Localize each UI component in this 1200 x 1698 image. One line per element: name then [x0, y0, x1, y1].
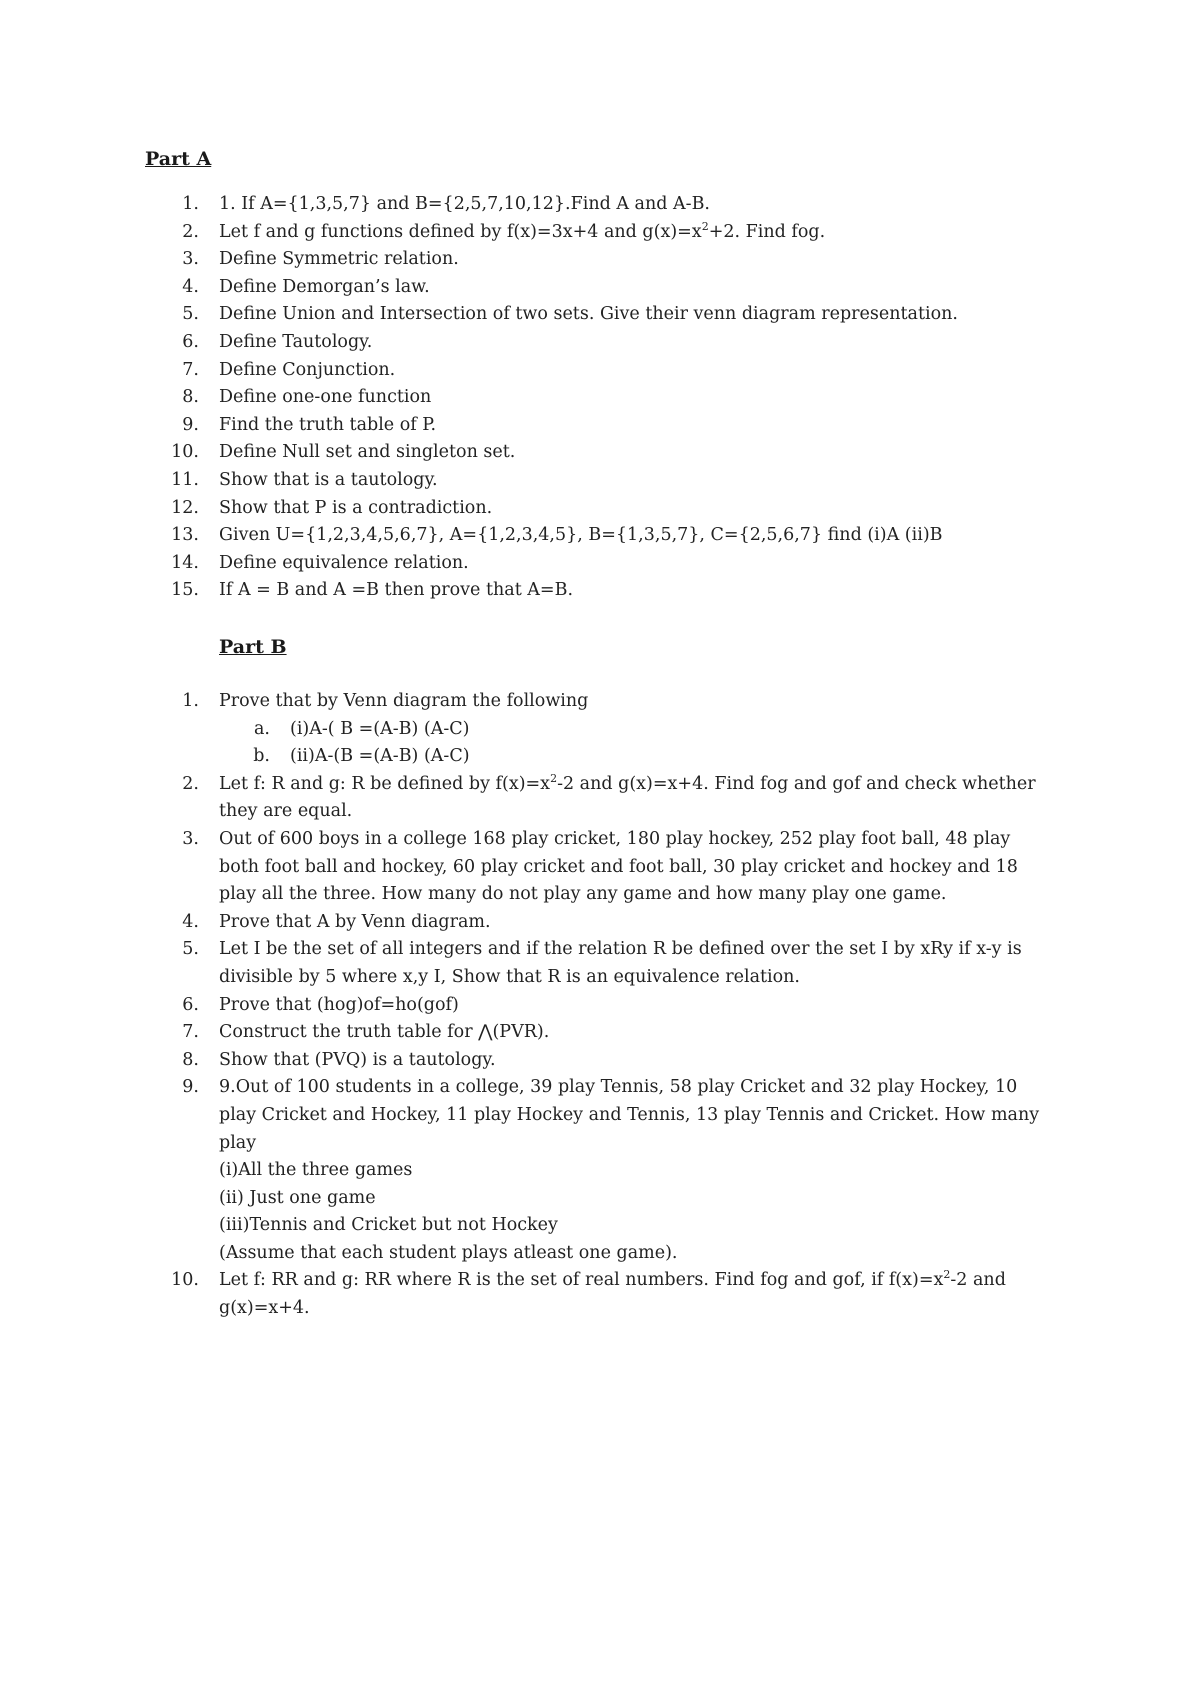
question-text-part: +2. Find fog.	[708, 221, 826, 242]
question-text	[219, 826, 1200, 909]
list-item	[0, 439, 1200, 467]
question-line: play	[219, 1132, 257, 1153]
question-text	[219, 936, 1200, 991]
list-item	[0, 219, 1200, 247]
question-number: 7.	[182, 1022, 199, 1043]
question-text: Show that P is a contradiction.	[219, 497, 493, 518]
superscript: 2	[550, 771, 558, 785]
question-number: 2.	[182, 773, 199, 794]
question-number: 1.	[182, 691, 199, 711]
list-item	[0, 495, 1200, 523]
question-number: 2.	[182, 221, 199, 242]
question-number: 5.	[182, 304, 199, 325]
question-text	[219, 219, 1200, 247]
superscript: 2	[943, 1268, 951, 1282]
question-number: 11.	[171, 469, 199, 490]
question-text	[219, 1074, 1200, 1267]
list-item	[0, 577, 1200, 605]
question-text: 1. If A={1,3,5,7} and B={2,5,7,10,12}.Find A and A-B.	[219, 194, 710, 214]
question-text	[219, 771, 1200, 826]
list-item	[0, 771, 1200, 826]
question-number: 6.	[182, 331, 199, 352]
sub-item-letter: b.	[253, 746, 270, 767]
question-line	[219, 771, 1200, 799]
sub-item-letter: a.	[254, 718, 270, 739]
question-line: play Cricket and Hockey, 11 play Hockey and Tennis, 13 play Tennis and Cricket. How many	[219, 1104, 1040, 1125]
part-a-heading: Part A	[145, 148, 212, 170]
list-item	[0, 1019, 1200, 1047]
question-text: Prove that A by Venn diagram.	[219, 911, 491, 932]
list-item	[0, 522, 1200, 550]
list-item	[0, 384, 1200, 412]
list-item	[0, 550, 1200, 578]
part-a-question-list	[0, 191, 1200, 605]
question-text: Prove that (hog)of=ho(gof)	[219, 994, 459, 1015]
question-number: 10.	[171, 442, 199, 463]
question-number: 6.	[182, 994, 199, 1015]
part-b-question-list	[0, 688, 1200, 1323]
sub-list-item	[0, 716, 1200, 744]
list-item	[0, 909, 1200, 937]
question-text: Define one-one function	[219, 387, 432, 408]
question-line: 9.Out of 100 students in a college, 39 play Tennis, 58 play Cricket and 32 play Hockey, 10	[219, 1077, 1018, 1098]
question-text: Define Demorgan’s law.	[219, 276, 430, 297]
question-text: Prove that by Venn diagram the following	[219, 691, 589, 711]
list-item	[0, 936, 1200, 991]
question-line: (iii)Tennis and Cricket but not Hockey	[219, 1215, 558, 1236]
list-item	[0, 1074, 1200, 1267]
question-text	[219, 1267, 1200, 1322]
question-line: play all the three. How many do not play any game and how many play one game.	[219, 884, 947, 905]
question-text-part: Let f: R and g: R be defined by f(x)=x	[219, 773, 551, 794]
question-number: 4.	[182, 276, 199, 297]
sub-item-text: (ii)A-(B =(A-B) (A-C)	[290, 746, 470, 767]
question-text: Define Symmetric relation.	[219, 249, 459, 270]
question-number: 14.	[171, 552, 199, 573]
sub-list-item	[0, 743, 1200, 771]
question-number: 3.	[182, 828, 199, 849]
question-line: (i)All the three games	[219, 1160, 413, 1181]
question-number: 12.	[171, 497, 199, 518]
question-text: Define Union and Intersection of two sets. Give their venn diagram representation.	[219, 304, 958, 325]
list-item	[0, 191, 1200, 219]
question-text-part: Let f and g functions defined by f(x)=3x+4 and g(x)=x	[219, 221, 702, 242]
question-number: 4.	[182, 911, 199, 932]
question-text: Define Conjunction.	[219, 359, 396, 380]
question-number: 8.	[182, 387, 199, 408]
question-text: Show that (PVQ) is a tautology.	[219, 1049, 496, 1070]
question-line: Let I be the set of all integers and if the relation R be defined over the set I by xRy if x-y is	[219, 939, 1022, 960]
question-text: Define Tautology.	[219, 331, 373, 352]
question-number: 9.	[182, 1077, 199, 1098]
list-item	[0, 1047, 1200, 1075]
question-line: Out of 600 boys in a college 168 play cricket, 180 play hockey, 252 play foot ball, 48 play	[219, 828, 1011, 849]
list-item	[0, 467, 1200, 495]
question-text: Define equivalence relation.	[219, 552, 469, 573]
superscript: 2	[701, 219, 709, 233]
list-item	[0, 274, 1200, 302]
question-text-part: Let f: RR and g: RR where R is the set of real numbers. Find fog and gof, if f(x)=x	[219, 1270, 944, 1291]
question-number: 8.	[182, 1049, 199, 1070]
question-line: they are equal.	[219, 801, 353, 822]
sub-item-text: (i)A-( B =(A-B) (A-C)	[290, 718, 470, 739]
question-line: (ii) Just one game	[219, 1187, 376, 1208]
question-line: (Assume that each student plays atleast one game).	[219, 1242, 678, 1263]
question-number: 1.	[182, 194, 199, 214]
question-number: 13.	[171, 525, 199, 546]
list-item	[0, 1267, 1200, 1322]
question-number: 15.	[171, 580, 199, 601]
question-number: 5.	[182, 939, 199, 960]
part-b-heading: Part B	[219, 636, 287, 658]
list-item	[0, 688, 1200, 716]
list-item	[0, 412, 1200, 440]
question-number: 9.	[182, 414, 199, 435]
question-line: divisible by 5 where x,y I, Show that R is an equivalence relation.	[219, 966, 800, 987]
list-item	[0, 329, 1200, 357]
question-number: 7.	[182, 359, 199, 380]
list-item	[0, 826, 1200, 909]
question-number: 3.	[182, 249, 199, 270]
question-line: both foot ball and hockey, 60 play cricket and foot ball, 30 play cricket and hockey and 18	[219, 856, 1018, 877]
list-item	[0, 301, 1200, 329]
question-text-part: -2 and	[950, 1270, 1006, 1291]
question-text: Show that is a tautology.	[219, 469, 438, 490]
list-item	[0, 992, 1200, 1020]
question-text: Find the truth table of P.	[219, 414, 437, 435]
question-text-part: -2 and g(x)=x+4. Find fog and gof and check whether	[557, 773, 1036, 794]
question-line	[219, 1267, 1200, 1295]
question-text: If A = B and A =B then prove that A=B.	[219, 580, 574, 601]
question-text: Given U={1,2,3,4,5,6,7}, A={1,2,3,4,5}, B={1,3,5,7}, C={2,5,6,7} find (i)A (ii)B	[219, 525, 943, 546]
question-text: Construct the truth table for ⋀(PVR).	[219, 1022, 550, 1043]
list-item	[0, 246, 1200, 274]
list-item	[0, 357, 1200, 385]
question-line: g(x)=x+4.	[219, 1298, 310, 1319]
question-text: Define Null set and singleton set.	[219, 442, 516, 463]
question-number: 10.	[171, 1270, 199, 1291]
